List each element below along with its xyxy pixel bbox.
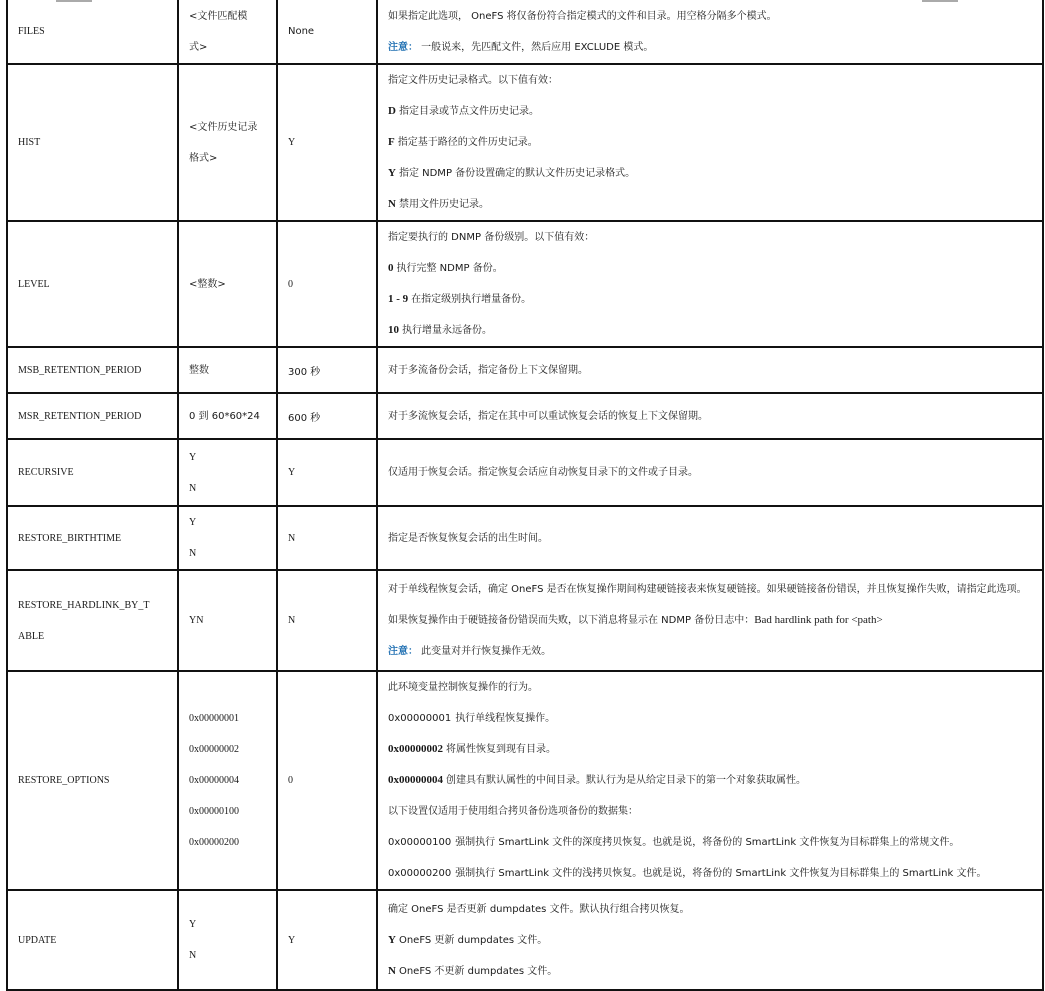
description-text: 在指定级别执行增量备份。: [411, 294, 532, 305]
variable-name: HIST: [18, 137, 41, 148]
variable-name: RECURSIVE: [18, 467, 74, 478]
description-text: 指定 NDMP 备份设置确定的默认文件历史记录格式。: [398, 168, 636, 179]
table-row: [7, 506, 1043, 570]
variable-name-cell: [7, 439, 178, 506]
variable-name: RESTORE_OPTIONS: [18, 775, 110, 786]
value-key: 0x00000100: [388, 837, 452, 848]
table-row: [7, 64, 1043, 221]
default-value-cell: [277, 64, 377, 221]
description-line: [388, 401, 1036, 432]
valid-value-line: 整数: [189, 364, 209, 376]
description-text: 对于多流备份会话，指定备份上下文保留期。: [388, 364, 588, 376]
valid-values-cell: [178, 347, 277, 393]
description-line: [388, 523, 1036, 554]
default-value: None: [288, 26, 315, 37]
value-key: 0x00000200: [388, 868, 452, 879]
description-line: [388, 636, 1036, 667]
description-line: [388, 65, 1036, 96]
description-text: 强制执行 SmartLink 文件的深度拷贝恢复。也就是说，将备份的 SmartLink 文件恢复为目标群集上的常规文件。: [455, 837, 960, 848]
variable-name: LEVEL: [18, 278, 50, 290]
description-text: 对于单线程恢复会话，确定 OneFS 是否在恢复操作期间构建硬链接表来恢复硬链接。如果硬链接备份错误，并且恢复操作失败，请指定此选项。如果恢复操作由于硬链接备份错误而失败，以下消息将显示在 NDMP 备份日志中：: [388, 584, 1027, 626]
description-cell: [377, 570, 1043, 671]
valid-value-line: <整数>: [189, 278, 226, 290]
description-cell: [377, 347, 1043, 393]
description-cell: [377, 671, 1043, 890]
description-text: 执行完整 NDMP 备份。: [396, 263, 503, 274]
variable-name-cell: [7, 64, 178, 221]
valid-values-cell: [178, 393, 277, 439]
description-line: [388, 189, 1036, 220]
valid-value-line: 0x00000100: [189, 806, 239, 817]
description-text: 一般说来，先匹配文件，然后应用 EXCLUDE 模式。: [418, 41, 654, 53]
valid-values-cell: [178, 439, 277, 506]
table-row: [7, 570, 1043, 671]
variable-name-cell: [7, 671, 178, 890]
note-label: 注意：: [388, 646, 418, 657]
table-row: [7, 0, 1043, 64]
value-key: N: [388, 964, 396, 977]
variable-name: MSR_RETENTION_PERIOD: [18, 410, 142, 422]
description-line: [388, 355, 1036, 386]
value-key: 0x00000001: [388, 713, 452, 724]
default-value-cell: [277, 439, 377, 506]
valid-value-line: 0 到 60*60*24: [189, 410, 260, 422]
variable-name-cell: [7, 221, 178, 347]
default-value-cell: [277, 570, 377, 671]
value-key: 1 - 9: [388, 293, 409, 305]
valid-values-cell: [178, 506, 277, 570]
valid-value-line: N: [189, 950, 197, 961]
description-text: 指定目录或节点文件历史记录。: [398, 106, 539, 117]
table-row: [7, 393, 1043, 439]
valid-values-cell: [178, 0, 277, 64]
log-message: Bad hardlink path for <path>: [754, 614, 883, 626]
description-cell: [377, 890, 1043, 990]
description-text: 将属性恢复到现有目录。: [446, 744, 556, 755]
valid-value-line: 式>: [189, 41, 208, 53]
description-line: [388, 894, 1036, 925]
env-variables-table: [6, 0, 1044, 991]
description-line: [388, 858, 1036, 889]
variable-name-cell: [7, 570, 178, 671]
description-text: 对于多流恢复会话，指定在其中可以重试恢复会话的恢复上下文保留期。: [388, 410, 708, 422]
default-value: 600 秒: [288, 412, 321, 424]
description-text: 以下设置仅适用于使用组合拷贝备份选项备份的数据集：: [388, 806, 638, 817]
default-value-cell: [277, 890, 377, 990]
variable-name: FILES: [18, 26, 45, 37]
description-line: [388, 127, 1036, 158]
value-key: 0x00000002: [388, 743, 443, 755]
description-text: 执行单线程恢复操作。: [455, 713, 556, 724]
default-value-cell: [277, 347, 377, 393]
valid-value-line: Y: [189, 451, 197, 463]
valid-values-cell: [178, 890, 277, 990]
valid-value-line: YN: [189, 615, 204, 626]
value-key: 10: [388, 324, 399, 336]
description-line: [388, 284, 1036, 315]
variable-name-cell: [7, 0, 178, 64]
valid-value-line: N: [189, 548, 197, 559]
default-value-cell: [277, 221, 377, 347]
description-text: 此环境变量控制恢复操作的行为。: [388, 682, 538, 693]
variable-name: UPDATE: [18, 934, 57, 946]
description-cell: [377, 64, 1043, 221]
description-line: [388, 925, 1036, 956]
valid-values-cell: [178, 221, 277, 347]
valid-value-line: 0x00000200: [189, 837, 239, 848]
default-value: Y: [288, 467, 296, 478]
description-text: 指定是否恢复恢复会话的出生时间。: [388, 532, 548, 544]
description-text: 执行增量永远备份。: [402, 325, 492, 336]
table-row: [7, 890, 1043, 990]
valid-value-line: 格式>: [189, 152, 218, 164]
default-value: 0: [288, 278, 293, 290]
valid-values-cell: [178, 64, 277, 221]
description-line: [388, 703, 1036, 734]
description-text: 确定 OneFS 是否更新 dumpdates 文件。默认执行组合拷贝恢复。: [388, 903, 690, 915]
description-line: [388, 1, 1036, 32]
description-text: 指定要执行的 DNMP 备份级别。以下值有效：: [388, 232, 595, 243]
valid-values-cell: [178, 570, 277, 671]
default-value: N: [288, 532, 296, 544]
value-key: Y: [388, 933, 396, 946]
description-cell: [377, 439, 1043, 506]
value-key: N: [388, 198, 396, 210]
value-key: F: [388, 136, 395, 148]
variable-name-cell: [7, 347, 178, 393]
description-text: 仅适用于恢复会话。指定恢复会话应自动恢复目录下的文件或子目录。: [388, 467, 698, 478]
default-value-cell: [277, 506, 377, 570]
description-cell: [377, 506, 1043, 570]
default-value: 300 秒: [288, 366, 321, 378]
table-row: [7, 347, 1043, 393]
default-value: N: [288, 615, 296, 626]
valid-values-cell: [178, 671, 277, 890]
description-paragraph: [388, 574, 1036, 636]
description-text: OneFS 不更新 dumpdates 文件。: [398, 965, 558, 977]
value-key: D: [388, 105, 396, 117]
valid-value-line: <文件历史记录: [189, 121, 258, 133]
description-cell: [377, 221, 1043, 347]
description-text: 如果指定此选项， OneFS 将仅备份符合指定模式的文件和目录。用空格分隔多个模式。: [388, 10, 777, 22]
description-cell: [377, 393, 1043, 439]
description-text: OneFS 更新 dumpdates 文件。: [398, 934, 548, 946]
note-label: 注意：: [388, 41, 418, 53]
default-value: 0: [288, 775, 293, 786]
description-line: [388, 672, 1036, 703]
variable-name-line: ABLE: [18, 630, 45, 642]
description-line: [388, 796, 1036, 827]
variable-name: MSB_RETENTION_PERIOD: [18, 364, 142, 376]
description-line: [388, 956, 1036, 987]
description-line: [388, 158, 1036, 189]
variable-name-cell: [7, 506, 178, 570]
default-value-cell: [277, 0, 377, 64]
table-row: [7, 439, 1043, 506]
description-line: [388, 457, 1036, 488]
description-line: [388, 222, 1036, 253]
description-text: 指定基于路径的文件历史记录。: [397, 137, 538, 148]
valid-value-line: 0x00000001: [189, 713, 239, 724]
description-text: 此变量对并行恢复操作无效。: [418, 646, 552, 657]
description-text: 禁用文件历史记录。: [398, 199, 489, 210]
valid-value-line: N: [189, 482, 197, 494]
valid-value-line: 0x00000004: [189, 775, 239, 786]
description-text: 指定文件历史记录格式。以下值有效：: [388, 75, 558, 86]
description-line: [388, 734, 1036, 765]
description-line: [388, 253, 1036, 284]
variable-name-line: RESTORE_HARDLINK_BY_T: [18, 599, 150, 611]
valid-value-line: Y: [189, 919, 197, 930]
valid-value-line: 0x00000002: [189, 744, 239, 755]
description-text: 创建具有默认属性的中间目录。默认行为是从给定目录下的第一个对象获取属性。: [446, 775, 806, 786]
value-key: Y: [388, 167, 396, 179]
description-cell: [377, 0, 1043, 64]
table-row: [7, 221, 1043, 347]
description-line: [388, 315, 1036, 346]
description-text: 强制执行 SmartLink 文件的浅拷贝恢复。也就是说，将备份的 SmartLink 文件恢复为目标群集上的 SmartLink 文件。: [455, 868, 987, 879]
table-row: [7, 671, 1043, 890]
description-line: [388, 32, 1036, 63]
valid-value-line: <文件匹配模: [189, 10, 248, 22]
default-value: Y: [288, 137, 296, 148]
value-key: 0: [388, 262, 394, 274]
default-value: Y: [288, 934, 296, 946]
variable-name: RESTORE_BIRTHTIME: [18, 532, 122, 544]
valid-value-line: Y: [189, 517, 197, 528]
default-value-cell: [277, 671, 377, 890]
description-line: [388, 765, 1036, 796]
default-value-cell: [277, 393, 377, 439]
description-line: [388, 827, 1036, 858]
value-key: 0x00000004: [388, 774, 443, 786]
variable-name-cell: [7, 890, 178, 990]
variable-name-cell: [7, 393, 178, 439]
description-line: [388, 96, 1036, 127]
